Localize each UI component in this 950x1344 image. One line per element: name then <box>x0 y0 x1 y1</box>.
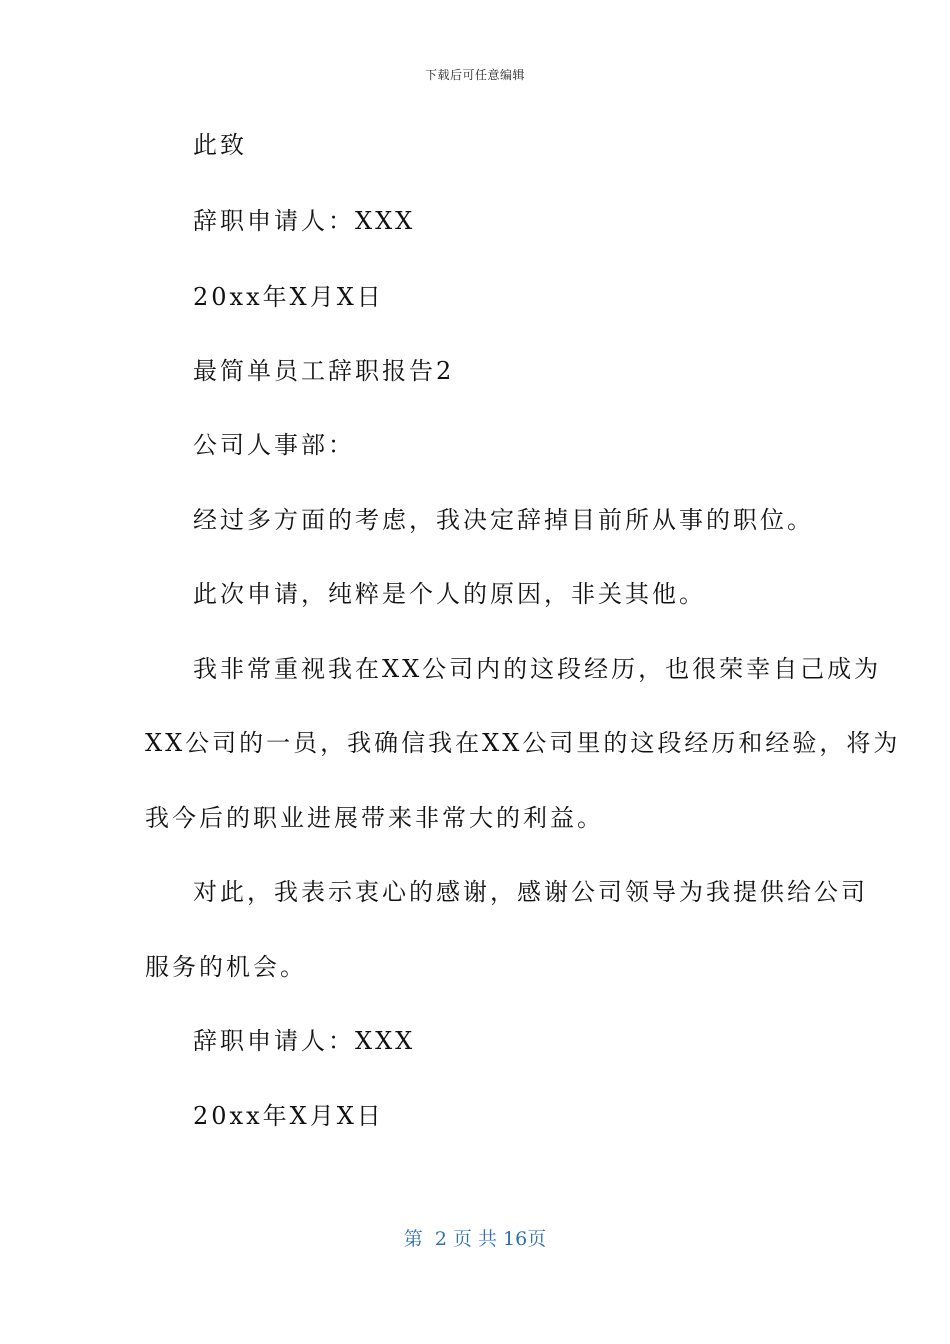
signature-date: 20xx年X月X日 <box>193 283 384 311</box>
addressee: 公司人事部： <box>193 431 355 459</box>
applicant-signature: 辞职申请人：XXX <box>193 1027 416 1055</box>
paragraph-line: 此次申请，纯粹是个人的原因，非关其他。 <box>193 580 706 608</box>
signature-date: 20xx年X月X日 <box>193 1102 384 1130</box>
page-number: 第 2 页 共 16页 <box>403 1228 547 1250</box>
paragraph-line: 我非常重视我在XX公司内的这段经历，也很荣幸自己成为 <box>193 655 882 683</box>
closing-salutation: 此致 <box>193 131 247 159</box>
paragraph-line: XX公司的一员，我确信我在XX公司里的这段经历和经验，将为 <box>145 729 901 757</box>
section-title: 最简单员工辞职报告2 <box>193 357 455 385</box>
paragraph-line: 服务的机会。 <box>145 953 307 981</box>
paragraph-line: 经过多方面的考虑，我决定辞掉目前所从事的职位。 <box>193 506 814 534</box>
paragraph-line: 对此，我表示衷心的感谢，感谢公司领导为我提供给公司 <box>193 878 868 906</box>
page-header-note: 下载后可任意编辑 <box>424 68 525 82</box>
applicant-signature: 辞职申请人：XXX <box>193 207 416 235</box>
paragraph-line: 我今后的职业进展带来非常大的利益。 <box>145 804 604 832</box>
